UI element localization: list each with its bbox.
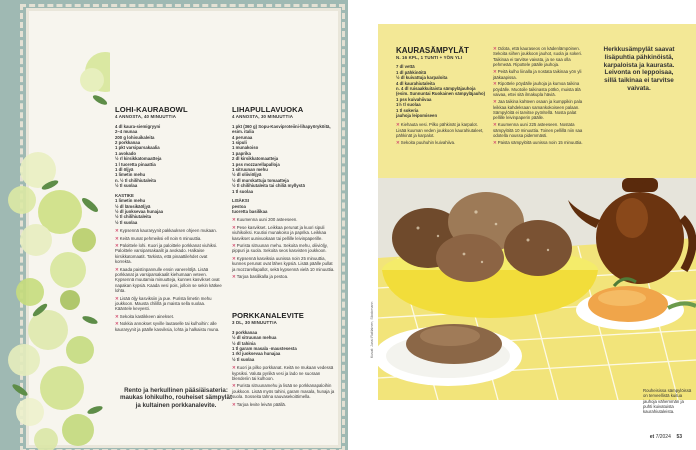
recipe-yield: 3 DL, 30 MINUUTTIA [232, 320, 277, 326]
page-number: 53 [676, 434, 682, 440]
bread-rolls-photo [378, 178, 696, 400]
recipe-yield: 4 ANNOSTA, 40 MINUUTTIA [115, 114, 177, 120]
recipe-lohi-kaurabowl [115, 106, 223, 332]
recipe-porkkanalevite [232, 312, 336, 407]
ingredient-list: 1 pkt (360 g) Sopu-Kasviproteiini-lihapyöryköitä, esim. italia 4 perunaa 1 sipuli 1 munakoiso 1 paprika 2 dl kirsikkatomaatteja 1 pss mozzarellapalloja 1 sitruunan mehu ½ dl oliiviöljyä ½ dl murskattuja tomaatteja ½ tl chilihiutaleita tai chiliä myllystä 1 tl suolaa [232, 123, 331, 194]
left-photo-caption: Rento ja herkullinen pääsiäisateria: maukas lohikulho, rouheiset sämpylät ja kultainen porkkanalevite. [119, 387, 233, 409]
instructions: ✕ Kuori ja pilko porkkanat. Keitä ne mukaan vedessä kypsiksi. Valuta pyriikä vesi ja lado ne suoraan blenderiin tai kulhoon. ✕ Purista sitruunamehu ja lisää se porkkanapaloihin joukkoon. Lisää myös tahini, garam masala, hunaja ja suola. Sosseita tahna sauvasekoittimella. ✕ Tarjoa levite leivän päällä. [232, 365, 335, 407]
issue-number: 7/2024 [655, 434, 671, 440]
recipe-title: KAURASÄMPYLÄT [396, 46, 469, 55]
ingredient-list: 4 dl kaura-siemigryyni 2–4 munaa 200 g lohisuikaleita 2 porkkanaa 1 pkt varsiparsakaalia 1 avokado ½ rl kirsikkatomaatteja 1 l tuoretta pinaattia 1 dl öljyä 1 limetin mehu n. ½ tl chilihiutaleita ½ tl suolaa [115, 123, 162, 189]
extras-list: pestoa tuoretta basilikaa [232, 203, 268, 214]
ingredient-list: 7 dl vettä 1 dl pähkinöitä ½ dl kuivattuja karpaloita 4 dl kaurahiutaleita n. 4 dl ruisaakkuitaista sämpyläjauhoja (esim. Sunnuntai Ruokainen sämpyläjauho) 1 pss kuivahiivaa 1½ tl suolaa 1 tl sokeria jauhoja leipomiseen [396, 64, 486, 119]
page-footer [650, 434, 682, 440]
recipe-title: LOHI-KAURABOWL [115, 105, 188, 114]
recipe-yield: N. 16 KPL, 1 TUNTI + YÖN YLI [396, 55, 463, 60]
bread-rolls-illustration [378, 178, 696, 400]
recipe-lihapullavuoka [232, 106, 336, 279]
instructions-part-1: ✕ Kiehauta vesi. Pilko pähkinät ja karpalot. Lisää kuuman veden joukkoon kaurahiutaleet, pähkinät ja karpalot. ✕ Sekoita puuhuhin kuivahiiva. [396, 122, 484, 146]
section-heading: LISÄKSI [232, 198, 249, 204]
instructions-part-2: ✕ Odota, että kauraseos on kädenlämpöinen. Sekoita siihen joukkoon jauhot, suola ja sokeri. Taikinaa ei tarvitse vaivata, ja se saa olla pehmeää. Ripottele päälle jauhoja. ✕ Peitä kulho liinalla ja nostata taikinaa yön yli jääkaapissa. ✕ Ripottele pöydälle jauhoja ja kumoa taikina pöydälle. Muotoile taikinasta pötkö, muista älä vaivaa, ettei sitä ilmakupla häviä. ✕ Jaa taikina kahteen osaan ja kumppikin pala leikkaa kahdeksaan samankokoiseen palaan. Sämpylöitä ei tarvitse pyöritellä. Nosta palat pellille leivinpaperin päälle. ✕ Kuumenna uuni 225 asteeseen. Nostata sämpylöitä 10 minuuttia. Toinen pellillä niin saa odotella noussa pidemmästi. ✕ Paista sämpylöitä uunissa noin 15 minuuttia. [493, 46, 583, 145]
instructions: ✕ Kuumenna uuni 200 asteeseen. ✕ Pese kasvikset. Leikkaa perunat ja kuori sipuli viuhikoiksi. Kuutioi munakoiso ja paprika. Leikkaa kasvikset uunivuokaan tai pellille leivinpaperille. ✕ Purista sitruunan mehu. Sekoita mehu, oliiviöljy, pippuri ja suola. Sekoita seos kasvisten joukkoon. ✕ Kypsennä kasviksia uunissa noin 25 minuuttia, kunnes perunat ovat lähes kypsiä. Lisää päälle pullat ja mozzarellapallot, sekä kypsennä vielä 10 minuuttia. ✕ Tarjoa basilikalla ja pestoa. [232, 217, 335, 279]
right-page [348, 0, 696, 450]
ingredient-list: 3 porkkanaa ½ dl sitruunan mehua ½ dl tahinia 1 tl garam masala -maustesesta 1 rkl juoksevaa hunajaa ½ tl suolaa [232, 329, 297, 362]
instructions: ✕ Kypsennä kauraryynit pakkauksen ohjeen mukaan. ✕ Keitä munat pehmeiksi ell noin 6 minuuttia. ✕ Paloittele lohi. Kuori ja paloittele porkkanat viuhiksi. Paloittele varsiparsakaalit ja avokado. Halkaise kirsikkatomaatit. Tarkista, että pinaattilehdet ovat korrekta. ✕ Kaada paistinpannulle ensin vanerelöljä. Lisää porkkanat ja varsiparsakaalit kiehumaan veteen. Kypsennä muutamia minuutteja, kunnes kasvikset ovat napakan kypsiä. Kaada vesi pois, jolloin se sekin kätkee lohta. ✕ Lisää öljy kasviksiin ja pue. Purista limetin mehu joukkoon. Mausta chilillä ja maista sella suolaa. Kääntele kevyesti. ✕ Sekoita kastikkeen ainekset. ✕ Nokkia annokset syville lautaselle tai kulhoihin: alle kauraryynit ja päälle kasviksia, lohta ja halkaistu muna. [115, 228, 222, 332]
pull-quote: Herkkusämpylät saavat lisäpuhtia pähkinöistä, karpaloista ja kaurasta. Leivonta on leppoisaa, sillä taikinaa ei tarvitse vaivata. [603, 46, 675, 92]
sauce-ingredient-list: 1 limetin mehu ½ dl lämsikäöljyä ½ dl juoksevaa hunajaa ½ tl chilihiutaleita ½ tl suolaa [115, 198, 164, 225]
magazine-brand: et [649, 434, 655, 440]
section-heading: KASTIKE [115, 192, 134, 198]
hydrangea-flowers-image [0, 0, 110, 450]
recipe-title: PORKKANALEVITE [232, 311, 304, 320]
recipe-kaurasampylat [396, 46, 488, 147]
recipe-title: LIHAPULLAVUOKA [232, 105, 304, 114]
recipe-yield: 4 ANNOSTA, 30 MINUUTTIA [232, 114, 294, 120]
right-photo-caption: Rouheisissa sämpylöissä on terveellistä kuitua jauhoja vähemmän ja puhti kuivatuista kaurahiutaleista. [643, 388, 692, 415]
photo-credit: Kuvat: Jussi Ratilainen, Stockmann [370, 301, 374, 358]
